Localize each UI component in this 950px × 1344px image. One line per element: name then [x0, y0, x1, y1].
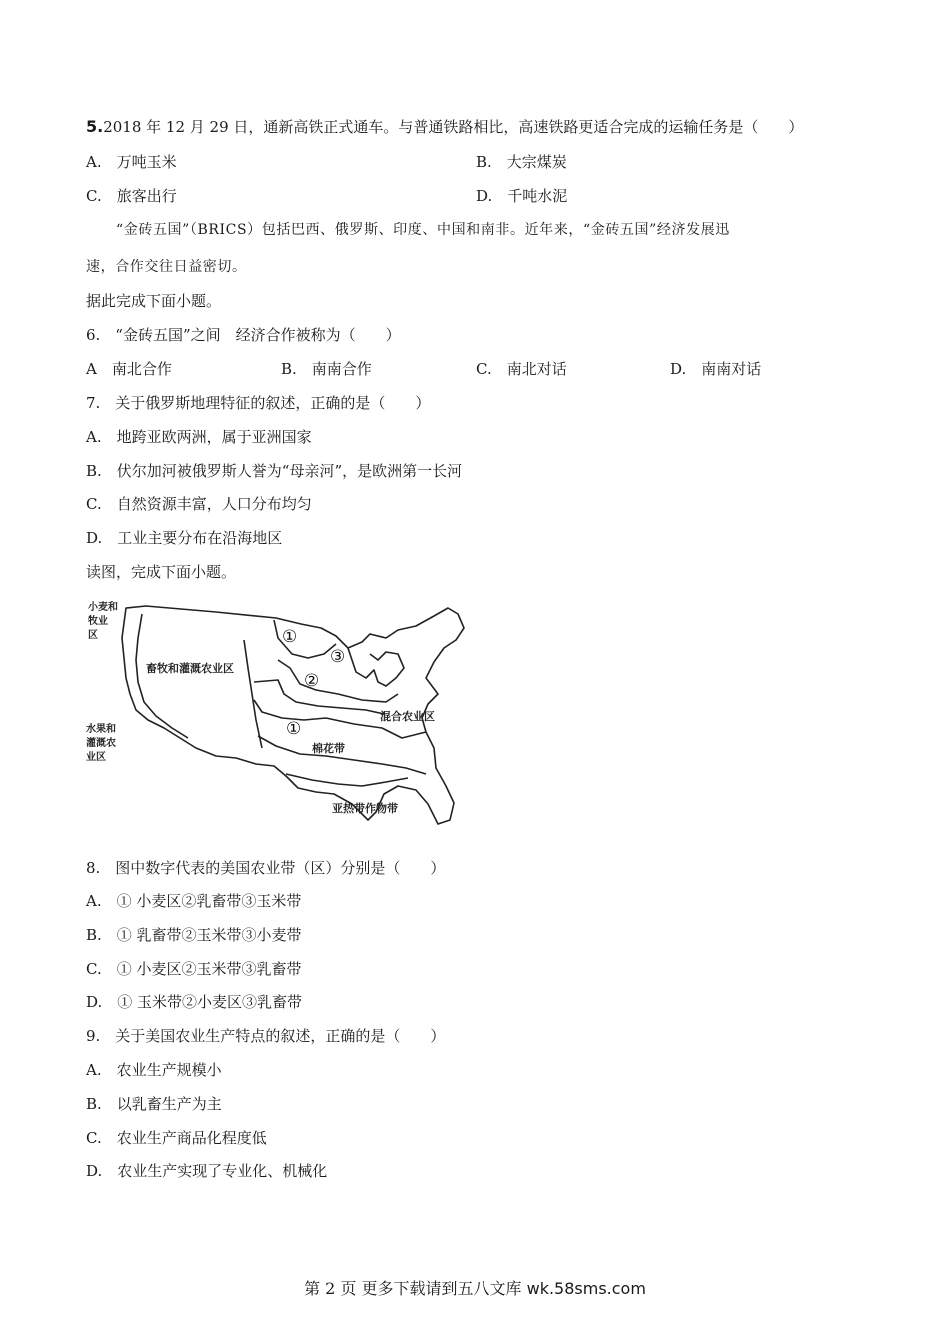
q7-option-d: D. 工业主要分布在沿海地区	[86, 529, 283, 547]
q9-option-c: C. 农业生产商品化程度低	[86, 1129, 267, 1147]
q8-option-d: D. ① 玉米带②小麦区③乳畜带	[86, 993, 303, 1011]
label-wheat-ranch-3: 区	[88, 630, 98, 641]
q6-option-a: A 南北合作	[86, 360, 172, 378]
label-cotton-belt: 棉花带	[312, 742, 345, 755]
label-pasture-irrigation: 畜牧和灌溉农业区	[146, 662, 234, 675]
q5-stem	[86, 117, 803, 137]
footer-page-text: 第 2 页 更多下载请到五八文库	[304, 1279, 522, 1298]
west-coast-inner-line	[136, 614, 188, 738]
q7-option-c: C. 自然资源丰富，人口分布均匀	[86, 495, 312, 513]
q6-option-b: B. 南南合作	[281, 360, 372, 378]
q5-option-c: C. 旅客出行	[86, 187, 177, 205]
boundary-subtropical	[286, 774, 408, 786]
label-mixed-agriculture: 混合农业区	[380, 710, 435, 723]
q5-stem-text: 2018 年 12 月 29 日，通新高铁正式通车。与普通铁路相比，高速铁路更适合完成的运输任务是（ ）	[103, 118, 804, 136]
q7-option-a: A. 地跨亚欧两洲，属于亚洲国家	[86, 428, 312, 446]
label-wheat-ranch-1: 小麦和	[88, 602, 118, 613]
passage-line-1: “金砖五国”（BRICS）包括巴西、俄罗斯、印度、中国和南非。近年来，“金砖五国”经济发展迅	[116, 222, 730, 238]
q5-number: 5.	[86, 117, 104, 136]
q8-stem: 8. 图中数字代表的美国农业带（区）分别是（ ）	[86, 859, 446, 877]
q9-option-b: B. 以乳畜生产为主	[86, 1095, 222, 1113]
q9-stem: 9. 关于美国农业生产特点的叙述，正确的是（ ）	[86, 1027, 446, 1045]
boundary-west	[244, 640, 262, 748]
q5-option-b: B. 大宗煤炭	[476, 153, 567, 171]
label-number-1-top: ①	[282, 627, 298, 647]
label-number-3: ③	[330, 647, 346, 667]
label-fruit-2: 灌溉农	[86, 738, 116, 749]
q5-option-a: A. 万吨玉米	[86, 153, 177, 171]
q6-option-d: D. 南南对话	[670, 360, 762, 378]
q9-option-a: A. 农业生产规模小	[86, 1061, 222, 1079]
label-fruit-1: 水果和	[86, 724, 116, 735]
label-number-2: ②	[304, 671, 320, 691]
q5-option-d: D. 千吨水泥	[476, 187, 568, 205]
q8-option-a: A. ① 小麦区②乳畜带③玉米带	[86, 892, 302, 910]
usa-agriculture-map	[86, 598, 486, 840]
passage-instruction: 据此完成下面小题。	[86, 292, 222, 310]
label-number-1-bottom: ①	[286, 719, 302, 739]
label-fruit-3: 业区	[86, 752, 106, 763]
q7-stem: 7. 关于俄罗斯地理特征的叙述，正确的是（ ）	[86, 394, 431, 412]
q9-option-d: D. 农业生产实现了专业化、机械化	[86, 1162, 328, 1180]
q7-option-b: B. 伏尔加河被俄罗斯人誉为“母亲河”，是欧洲第一长河	[86, 462, 463, 480]
map-instruction: 读图，完成下面小题。	[86, 563, 237, 581]
q6-stem: 6. “金砖五国”之间 经济合作被称为（ ）	[86, 326, 401, 344]
passage-line-2: 速，合作交往日益密切。	[86, 259, 247, 275]
label-wheat-ranch-2: 牧业	[88, 616, 108, 627]
label-subtropical-belt: 亚热带作物带	[332, 802, 398, 815]
q8-option-b: B. ① 乳畜带②玉米带③小麦带	[86, 926, 302, 944]
page-footer	[0, 1276, 950, 1299]
q8-option-c: C. ① 小麦区②玉米带③乳畜带	[86, 960, 302, 978]
footer-site-link[interactable]: wk.58sms.com	[526, 1279, 646, 1298]
great-lakes	[348, 648, 404, 686]
q6-option-c: C. 南北对话	[476, 360, 567, 378]
